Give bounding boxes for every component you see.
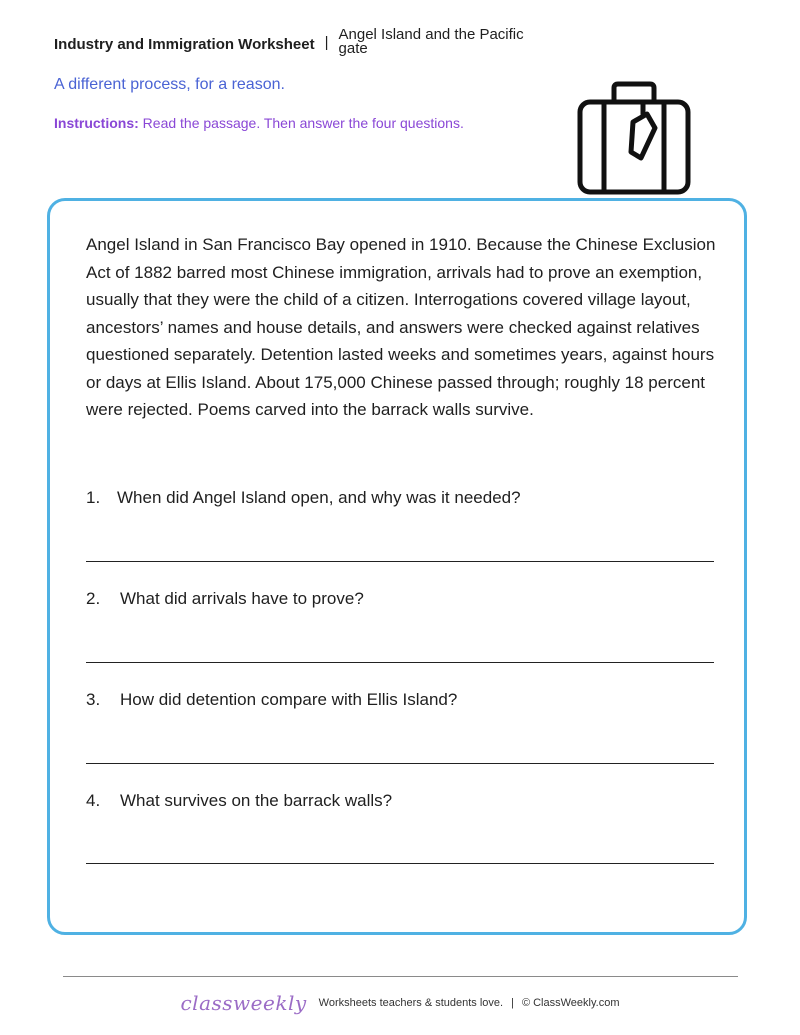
footer [0,991,800,1015]
question-text: When did Angel Island open, and why was it needed? [117,488,521,507]
footer-separator: | [511,997,514,1009]
footer-copyright: © ClassWeekly.com [521,997,620,1009]
question-1 [86,488,521,508]
question-4 [86,791,392,811]
question-text: What did arrivals have to prove? [120,589,364,608]
instructions-text: Read the passage. Then answer the four questions. [142,115,464,131]
instructions [54,115,464,131]
question-number: 2. [86,589,101,608]
answer-line-3[interactable] [86,763,714,764]
question-2 [86,589,364,609]
answer-line-4[interactable] [86,863,714,864]
reading-passage: Angel Island in San Francisco Bay opened in 1910. Because the Chinese Exclusion Act of 1882 barred most Chinese immigration, arrivals had to prove an exemption, usually that they were the child of a citizen. Interrogations covered village layout, ancestors’ names and house details, and answers were checked against relatives questioned separately. Detention lasted weeks and sometimes years, against hours or days at Ellis Island. About 175,000 Chinese passed through; roughly 18 percent were rejected. Poems carved into the barrack walls survive. [86,235,716,419]
worksheet-title: Industry and Immigration Worksheet [54,36,315,53]
answer-line-2[interactable] [86,662,714,663]
instructions-label: Instructions: [54,115,139,131]
footer-tagline: Worksheets teachers & students love. [318,997,504,1009]
header-separator: | [324,34,329,51]
footer-divider [63,976,738,977]
question-3 [86,690,457,710]
question-text: What survives on the barrack walls? [120,791,393,810]
tagline: A different process, for a reason. [54,76,285,93]
question-number: 1. [86,488,101,507]
worksheet-topic: Angel Island and the Pacific gate [338,26,524,57]
answer-line-1[interactable] [86,561,714,562]
question-number: 3. [86,690,101,709]
worksheet-header [54,28,554,56]
brand-logo: classweekly [180,991,307,1015]
question-number: 4. [86,791,101,810]
suitcase-icon [575,80,693,196]
question-text: How did detention compare with Ellis Island? [120,690,458,709]
